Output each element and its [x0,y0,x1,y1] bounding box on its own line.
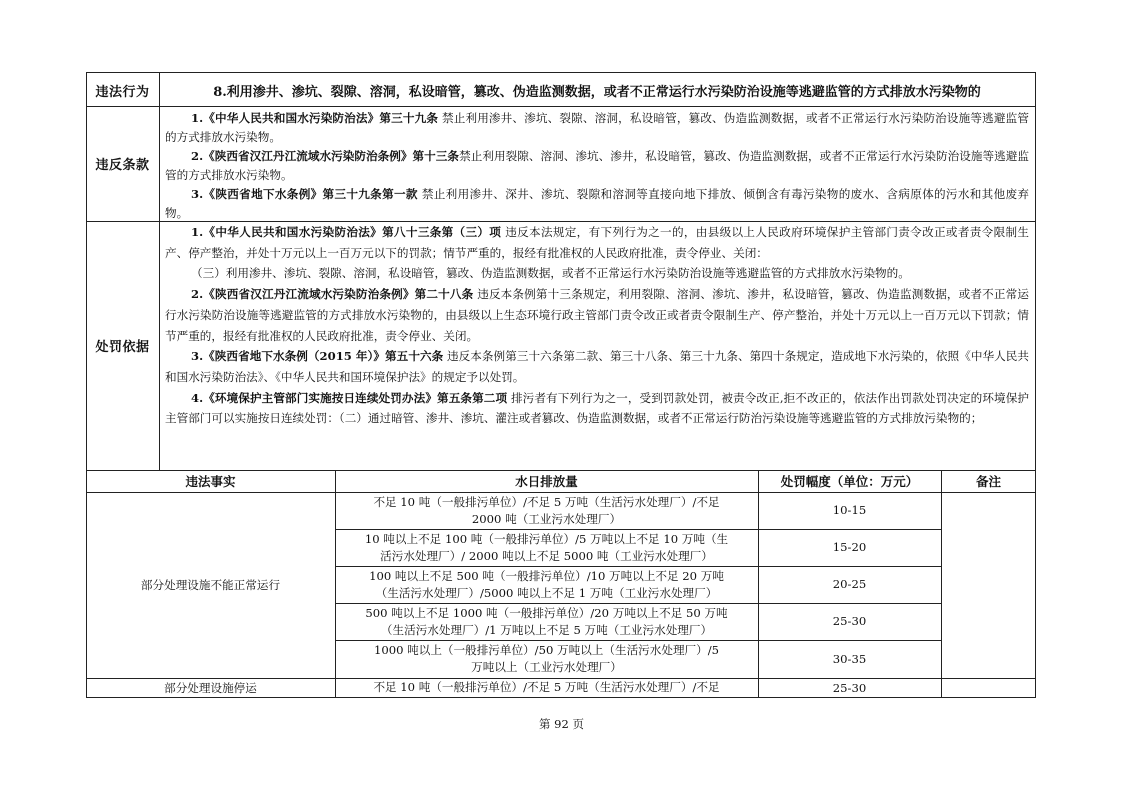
range-cell: 10-15 [832,503,867,517]
provisions-text [165,109,1029,223]
volume-cell: 100 吨以上不足 500 吨（一般排污单位）/10 万吨以上不足 20 万吨 （生活污水处理厂）/5000 吨以上不足 1 万吨（工业污水处理厂） [369,568,724,600]
basis-item: 2.《陕西省汉江丹江流域水污染防治条例》第二十八条 违反本条例第十三条规定，利用裂隙、溶洞、渗坑、渗井，私设暗管，篡改、伪造监测数据，或者不正常运行水污染防治设施等逃避监管的方式排放水污染物的，由县级以上生态环境行政主管部门责令改正或者责令限制生产、停产整治，并处十万元以上一百万元以下罚款；情节严重的，报经有批准权的人民政府批准，责令停业、关闭。 [165,287,1029,343]
range-cell: 25-30 [832,614,867,628]
range-cell: 30-35 [832,651,867,666]
volume-cell: 500 吨以上不足 1000 吨（一般排污单位）/20 万吨以上不足 50 万吨 （生活污水处理厂）/1 万吨以上不足 5 万吨（工业污水处理厂） [365,605,728,637]
volume-cell: 不足 10 吨（一般排污单位）/不足 5 万吨（生活污水处理厂）/不足 [373,680,720,694]
basis-item: 1.《中华人民共和国水污染防治法》第八十三条第（三）项 违反本法规定，有下列行为之一的，由县级以上人民政府环境保护主管部门责令改正或者责令限制生产、停产整治，并处十万元以上一百万元以下的罚款；情节严重的，报经有批准权的人民政府批准，责令停业、关闭： [165,225,1029,260]
header-fact: 违法事实 [185,474,236,489]
basis-label: 处罚依据 [95,340,150,355]
violation-label: 违法行为 [95,84,150,100]
basis-item: 3.《陕西省地下水条例（2015 年）》第五十六条 违反本条例第三十六条第二款、第三十八条、第三十九条、第四十条规定，造成地下水污染的，依照《中华人民共和国水污染防治法》、《中华人民共和国环境保护法》的规定予以处罚。 [165,349,1029,384]
basis-item: 4.《环境保护主管部门实施按日连续处罚办法》第五条第二项 排污者有下列行为之一，受到罚款处罚，被责令改正,拒不改正的，依法作出罚款处罚决定的环境保护主管部门可以实施按日连续处罚：（二）通过暗管、渗井、渗坑、灌注或者篡改、伪造监测数据，或者不正常运行防治污染设施等逃避监管的方式排放污染物的； [165,390,1030,426]
basis-item: （三）利用渗井、渗坑、裂隙、溶洞，私设暗管，篡改、伪造监测数据，或者不正常运行水污染防治设施等逃避监管的方式排放水污染物的。 [191,266,910,281]
volume-cell: 10 吨以上不足 100 吨（一般排污单位）/5 万吨以上不足 10 万吨（生 活污水处理厂）/ 2000 吨以上不足 5000 吨（工业污水处理厂） [364,531,729,563]
range-cell: 25-30 [832,680,867,695]
provisions-label: 违反条款 [95,158,150,173]
provision-item: 2.《陕西省汉江丹江流域水污染防治条例》第十三条禁止利用裂隙、溶洞、渗坑、渗井，私设暗管，篡改、伪造监测数据，或者不正常运行水污染防治设施等逃避监管的方式排放水污染物。 [165,149,1029,182]
header-note: 备注 [975,474,1001,489]
provision-item: 3.《陕西省地下水条例》第三十九条第一款 禁止利用渗井、深井、渗坑、裂隙和溶洞等直接向地下排放、倾倒含有毒污染物的废水、含病原体的污水和其他废弃物。 [165,187,1029,220]
page-number: 第 92 页 [539,717,584,731]
volume-cell: 1000 吨以上（一般排污单位）/50 万吨以上（生活污水处理厂）/5 万吨以上（工业污水处理厂） [373,643,720,674]
header-range: 处罚幅度（单位：万元） [780,474,919,489]
provision-item: 1.《中华人民共和国水污染防治法》第三十九条 禁止利用渗井、渗坑、裂隙、溶洞，私设暗管，篡改、伪造监测数据，或者不正常运行水污染防治设施等逃避监管的方式排放水污染物。 [165,111,1029,144]
fact-cell: 部分处理设施不能正常运行 [140,577,281,592]
volume-cell: 不足 10 吨（一般排污单位）/不足 5 万吨（生活污水处理厂）/不足 2000 吨（工业污水处理厂） [373,494,720,526]
fact-cell: 部分处理设施停运 [164,680,257,695]
header-volume: 水日排放量 [515,474,578,489]
range-cell: 15-20 [832,540,867,554]
range-cell: 20-25 [832,577,867,591]
basis-text [165,222,1029,429]
violation-title: 8.利用渗井、渗坑、裂隙、溶洞，私设暗管，篡改、伪造监测数据，或者不正常运行水污染防治设施等逃避监管的方式排放水污染物的 [213,84,981,100]
